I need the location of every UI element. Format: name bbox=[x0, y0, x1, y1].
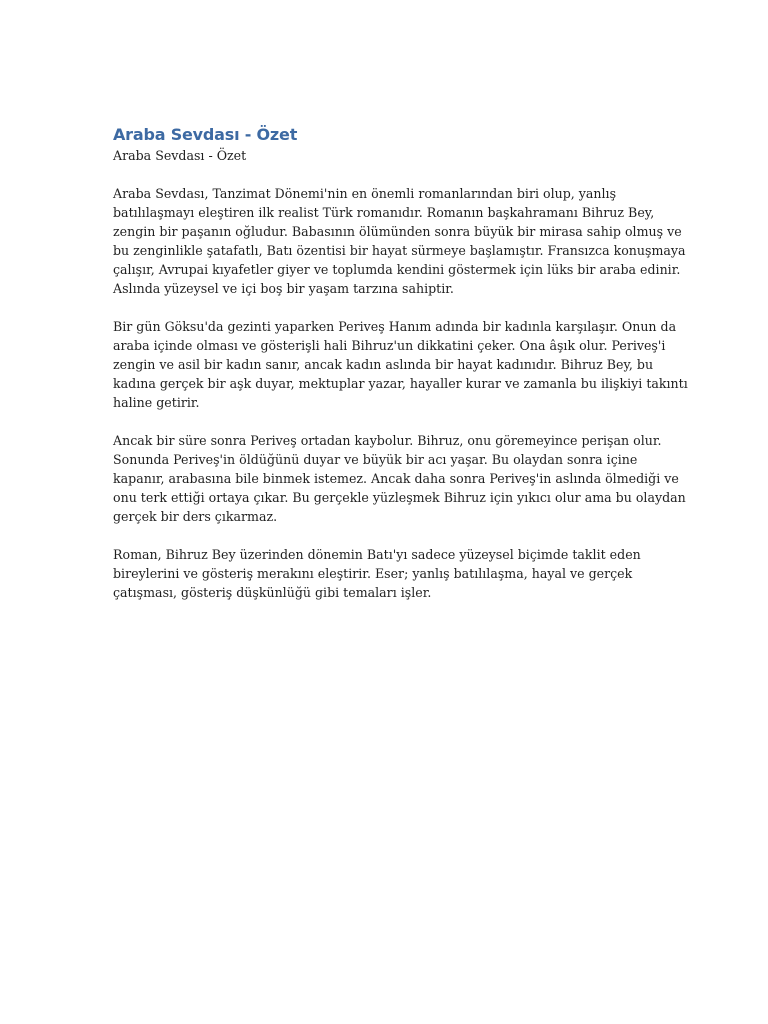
document-heading: Araba Sevdası - Özet bbox=[113, 125, 298, 144]
paragraph-1: Araba Sevdası, Tanzimat Dönemi'nin en önemli romanlarından biri olup, yanlış batılılaşmayı eleştiren ilk realist Türk romanıdır. Romanın başkahramanı Bihruz Bey, zengin bir paşanın oğludur. Babasının ölümünden sonra büyük bir mirasa sahip olmuş ve bu zenginlikle şatafatlı, Batı özentisi bir hayat sürmeye başlamıştır. Fransızca konuşmaya çalışır, Avrupai kıyafetler giyer ve toplumda kendini göstermek için lüks bir araba edinir. Aslında yüzeysel ve içi boş bir yaşam tarzına sahiptir. bbox=[113, 186, 686, 296]
document-subtitle: Araba Sevdası - Özet bbox=[113, 148, 247, 163]
paragraph-4: Roman, Bihruz Bey üzerinden dönemin Batı'yı sadece yüzeysel biçimde taklit eden bireylerini ve gösteriş merakını eleştirir. Eser; yanlış batılılaşma, hayal ve gerçek çatışması, gösteriş düşkünlüğü gibi temaları işler. bbox=[113, 547, 641, 600]
paragraph-2: Bir gün Göksu'da gezinti yaparken Periveş Hanım adında bir kadınla karşılaşır. Onun da araba içinde olması ve gösterişli hali Bihruz'un dikkatini çeker. Ona âşık olur. Periveş'i zengin ve asil bir kadın sanır, ancak kadın aslında bir hayat kadınıdır. Bihruz Bey, bu kadına gerçek bir aşk duyar, mektuplar yazar, hayaller kurar ve zamanla bu ilişkiyi takıntı haline getirir. bbox=[113, 319, 688, 410]
paragraph-3: Ancak bir süre sonra Periveş ortadan kaybolur. Bihruz, onu göremeyince perişan olur. Sonunda Periveş'in öldüğünü duyar ve büyük bir acı yaşar. Bu olaydan sonra içine kapanır, arabasına bile binmek istemez. Ancak daha sonra Periveş'in aslında ölmediği ve onu terk ettiği ortaya çıkar. Bu gerçekle yüzleşmek Bihruz için yıkıcı olur ama bu olaydan gerçek bir ders çıkarmaz. bbox=[113, 433, 686, 524]
